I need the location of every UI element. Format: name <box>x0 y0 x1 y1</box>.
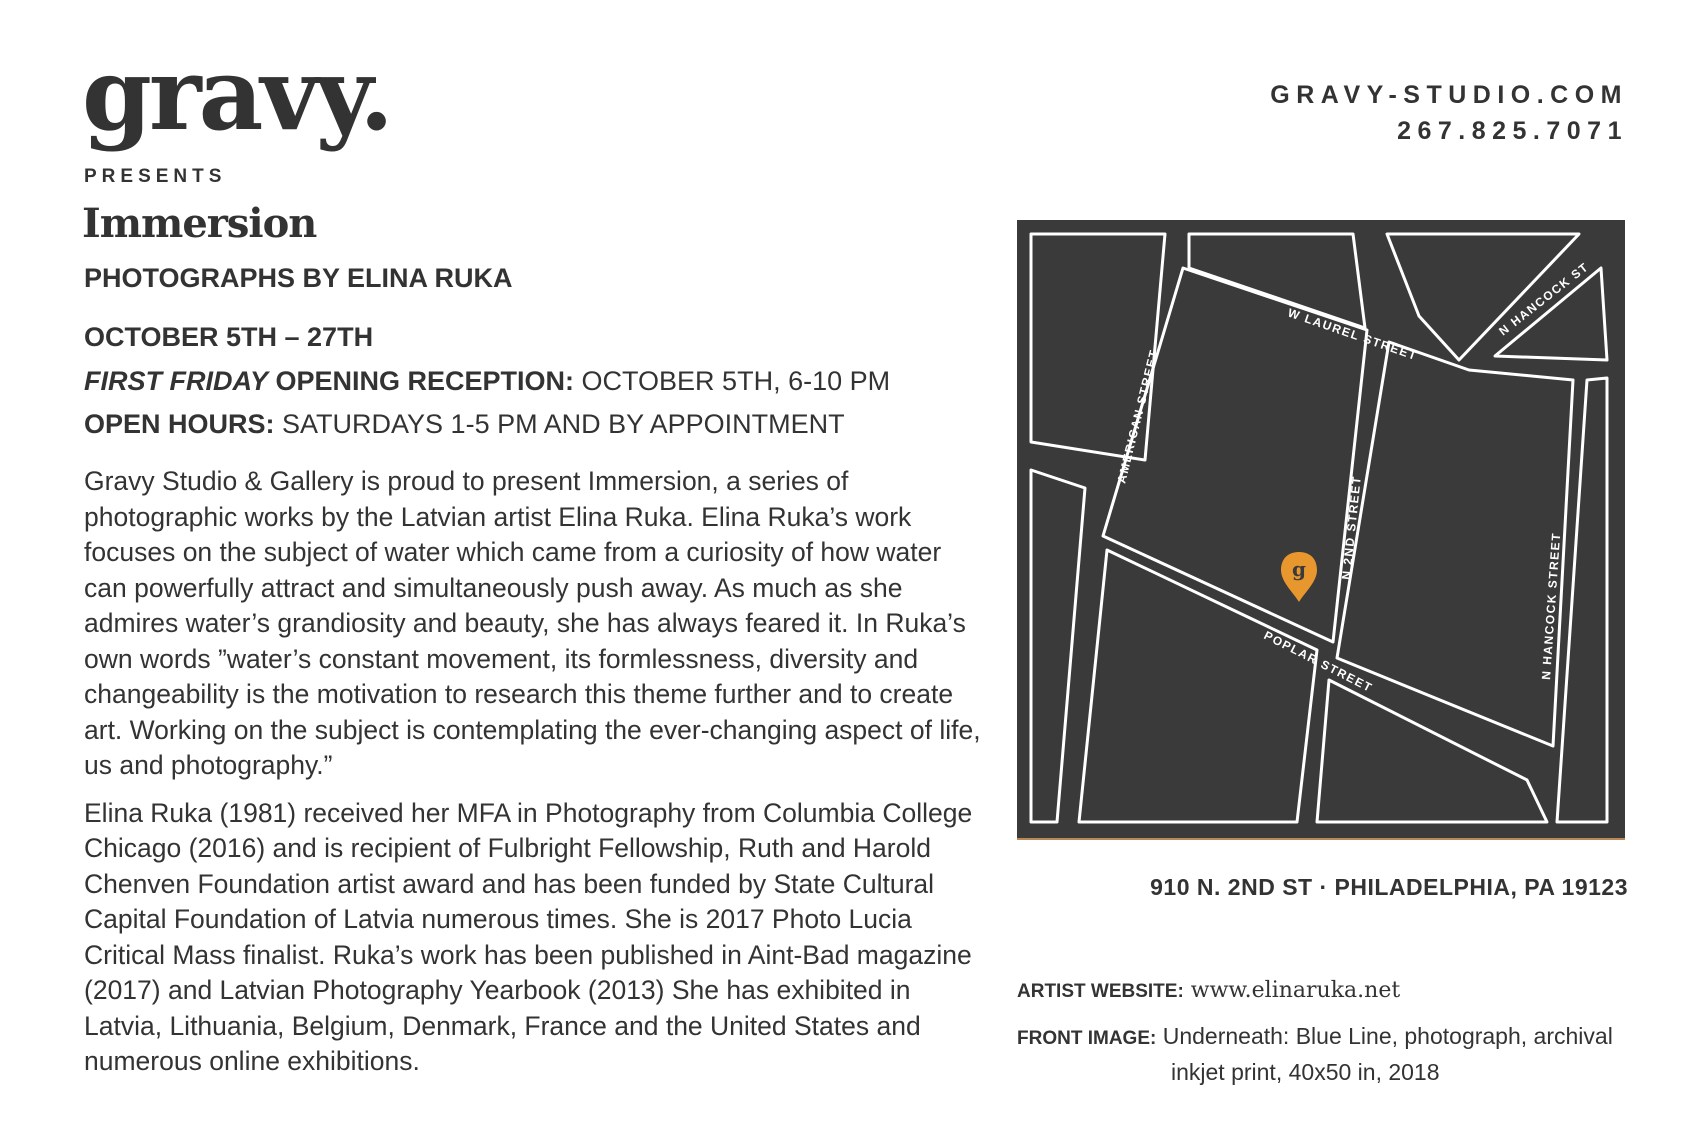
location-map <box>1017 220 1625 840</box>
description-paragraph-2: Elina Ruka (1981) received her MFA in Photography from Columbia College Chicago (2016) and is recipient of Fulbright Fellowship, Ruth and Harold Chenven Foundation artist award and has been funded by State Cultural Capital Foundation of Latvia numerous times. She is 2017 Photo Lucia Critical Mass finalist. Ruka’s work has been published in Aint-Bad magazine (2017) and Latvian Photography Yearbook (2013) She has exhibited in Latvia, Lithuania, Belgium, Denmark, France and the United States and numerous online exhibitions. <box>84 797 973 1076</box>
presents-label: PRESENTS <box>84 166 227 187</box>
gallery-phone[interactable]: 267.825.7071 <box>1397 117 1628 145</box>
reception-value: OCTOBER 5TH, 6-10 PM <box>574 366 891 396</box>
gravy-logo: gravy. <box>82 35 391 153</box>
artist-website-label: ARTIST WEBSITE: <box>1017 981 1184 1002</box>
opening-reception <box>84 366 890 397</box>
gallery-address: 910 N. 2ND ST · PHILADELPHIA, PA 19123 <box>1150 874 1628 900</box>
street-label-poplar: POPLAR STREET <box>1261 628 1376 696</box>
street-label-laurel: W LAUREL STREET <box>1286 305 1420 364</box>
description-paragraph-1: Gravy Studio & Gallery is proud to present Immersion, a series of photographic works by the Latvian artist Elina Ruka. Elina Ruka’s work focuses on the subject of water which came from a curiosity of how water can powerfully attract and simultaneously push away. As much as she admires water’s grandiosity and beauty, she has always feared it. In Ruka’s own words ”water’s constant movement, its formlessness, diversity and changeability is the motivation to research this theme further and to create art. Working on the subject is contemplating the ever-changing aspect of life, us and photography.” <box>84 466 981 780</box>
front-image-value-1: Underneath: Blue Line, photograph, archival <box>1156 1023 1613 1049</box>
street-label-hancock-upper: N HANCOCK ST <box>1496 259 1592 339</box>
exhibition-dates <box>84 322 373 353</box>
artist-website-link[interactable]: www.elinaruka.net <box>1183 978 1401 1003</box>
artist-website <box>1017 978 1400 1003</box>
dates-text: OCTOBER 5TH – 27TH <box>84 322 374 352</box>
street-label-2nd: N 2ND STREET <box>1339 474 1364 581</box>
svg-text:g: g <box>1292 557 1306 581</box>
front-image-credit <box>1017 1020 1629 1088</box>
contact-block <box>1270 77 1628 149</box>
front-image-label: FRONT IMAGE: <box>1017 1028 1157 1049</box>
exhibition-title: Immersion <box>82 200 317 247</box>
reception-label: OPENING RECEPTION: <box>268 366 575 396</box>
front-image-value-2: inkjet print, 40x50 in, 2018 <box>1171 1059 1440 1085</box>
description <box>84 464 984 1092</box>
gallery-website-link[interactable]: GRAVY-STUDIO.COM <box>1270 81 1628 109</box>
hours-label: OPEN HOURS: <box>84 409 275 439</box>
exhibition-subtitle: PHOTOGRAPHS BY ELINA RUKA <box>84 263 513 293</box>
reception-label-italic: FIRST FRIDAY <box>84 366 268 396</box>
street-label-hancock: N HANCOCK STREET <box>1539 531 1564 681</box>
hours-value: SATURDAYS 1-5 PM AND BY APPOINTMENT <box>274 409 845 439</box>
open-hours <box>84 409 845 440</box>
street-label-american: AMERICAN STREET <box>1114 347 1162 485</box>
